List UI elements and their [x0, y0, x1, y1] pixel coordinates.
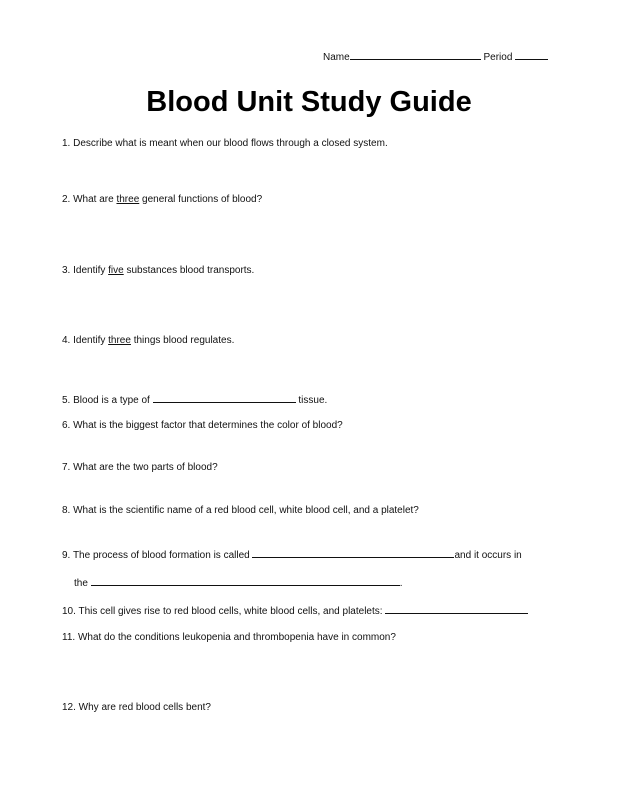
- question-5-text-end: tissue.: [295, 395, 328, 406]
- question-9-text-the: the: [74, 578, 88, 589]
- question-2-emphasis: three: [116, 194, 140, 205]
- question-11: 11. What do the conditions leukopenia and thrombopenia have in common?: [62, 632, 396, 643]
- question-9-blank-1[interactable]: [252, 547, 454, 558]
- question-3-text: 3. Identify: [62, 265, 109, 276]
- name-period-header: [323, 49, 548, 64]
- question-5-text: 5. Blood is a type of: [62, 395, 153, 406]
- question-7: 7. What are the two parts of blood?: [62, 462, 218, 473]
- period-field[interactable]: [515, 49, 548, 60]
- question-3: [62, 265, 254, 277]
- question-1: 1. Describe what is meant when our blood flows through a closed system.: [62, 138, 388, 149]
- name-field[interactable]: [350, 49, 481, 60]
- question-9-line-2: [74, 575, 402, 590]
- question-8: 8. What is the scientific name of a red blood cell, white blood cell, and a platelet?: [62, 505, 419, 516]
- period-label: Period: [483, 52, 513, 63]
- question-3-text-end: substances blood transports.: [123, 265, 255, 276]
- question-4-emphasis: three: [108, 335, 131, 346]
- question-9: [62, 547, 522, 562]
- question-9-text-mid: and it occurs in: [454, 550, 522, 561]
- question-9-blank-2[interactable]: [91, 575, 400, 586]
- question-12: 12. Why are red blood cells bent?: [62, 702, 211, 713]
- question-2-text: 2. What are: [62, 194, 117, 205]
- question-9-text: 9. The process of blood formation is called: [62, 550, 253, 561]
- question-10-text: 10. This cell gives rise to red blood cells, white blood cells, and platelets:: [62, 606, 386, 617]
- question-9-period: .: [399, 578, 403, 589]
- question-10-blank[interactable]: [385, 603, 528, 614]
- question-4: [62, 335, 234, 347]
- page-title: Blood Unit Study Guide: [146, 86, 472, 118]
- question-3-emphasis: five: [108, 265, 124, 276]
- question-4-text-end: things blood regulates.: [130, 335, 235, 346]
- question-5: [62, 392, 327, 407]
- question-2: [62, 194, 262, 206]
- question-10: [62, 603, 528, 618]
- name-label: Name: [323, 52, 350, 63]
- question-5-blank[interactable]: [153, 392, 296, 403]
- question-2-text-end: general functions of blood?: [139, 194, 263, 205]
- question-4-text: 4. Identify: [62, 335, 109, 346]
- question-6: 6. What is the biggest factor that determines the color of blood?: [62, 420, 343, 431]
